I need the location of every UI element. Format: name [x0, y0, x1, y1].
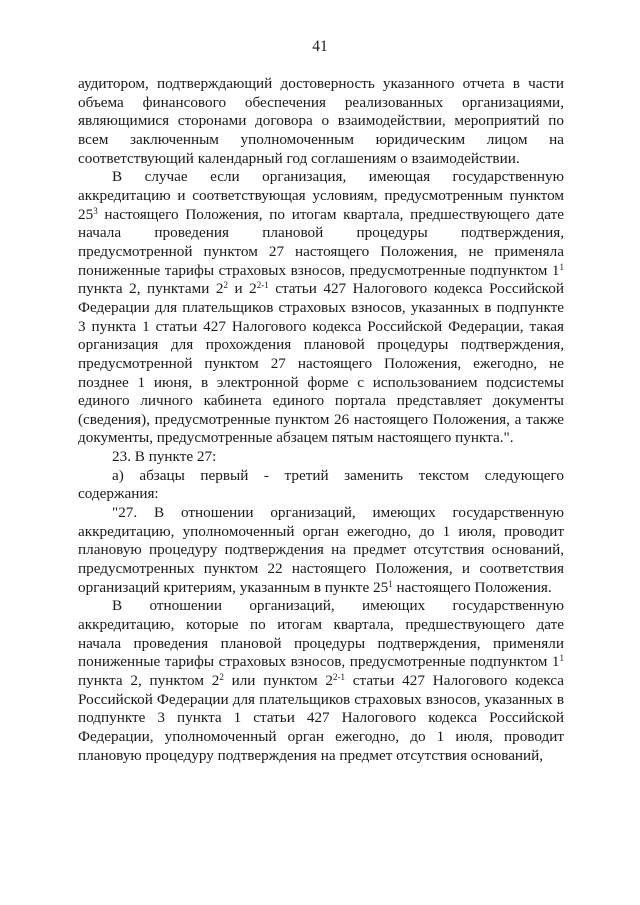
paragraph-p4	[78, 467, 564, 504]
paragraph-text: аудитором, подтверждающий достоверность указанного отчета в части объема финансового обеспечения реализованных организациями, являющимися сторонами договора о взаимодействии, мероприятий по всем заключенным уполномоченным юридическим лицом на соответствующий календарный год соглашениям о взаимодействии.	[78, 75, 564, 167]
paragraph-text: настоящего Положения.	[392, 578, 552, 596]
superscript-index: 1	[559, 261, 564, 272]
paragraph-text: и 2	[227, 280, 257, 298]
document-body	[78, 75, 564, 765]
paragraph-text: или пунктом 2	[223, 672, 333, 689]
paragraph-text: а) абзацы первый - третий заменить текстом следующего содержания:	[78, 466, 564, 503]
paragraph-text: В отношении организаций, имеющих государственную аккредитацию, которые по итогам квартала, предшествующего дате начала проведения плановой процедуры подтверждения, применяли пониженные тарифы страховых взносов, предусмотренные подпунктом 1	[78, 597, 564, 671]
superscript-index: 1	[559, 653, 564, 664]
paragraph-text: пункта 2, пунктами 2	[78, 280, 224, 298]
paragraph-p2	[78, 168, 564, 448]
superscript-index: 1	[388, 578, 393, 589]
paragraph-text: В случае если организация, имеющая государственную аккредитацию и соответствующая условиям, предусмотренным пунктом 25	[78, 168, 564, 223]
superscript-index: 3	[93, 205, 98, 216]
superscript-index: 2	[219, 672, 224, 682]
paragraph-text: 23. В пункте 27:	[112, 448, 217, 466]
superscript-index: 2-1	[256, 280, 269, 291]
page-number: 41	[312, 38, 328, 55]
paragraph-text: статьи 427 Налогового кодекса Российской Федерации для плательщиков страховых взносов, указанных в подпункте 3 пункта 1 статьи 427 Налогового кодекса Российской Федерации, такая организация для прохождения плановой процедуры подтверждения, предусмотренной пунктом 27 настоящего Положения, ежегодно, не позднее 1 июня, в электронной форме с использованием подсистемы единого личного кабинета единого портала представляет документы (сведения), предусмотренные пунктом 26 настоящего Положения, а также документы, предусмотренные абзацем пятым настоящего пункта.".	[78, 280, 564, 447]
paragraph-text: настоящего Положения, по итогам квартала, предшествующего дате начала проведения плановой процедуры подтверждения, предусмотренной пунктом 27 настоящего Положения, не применяла пониженные тарифы страховых взносов, предусмотренные подпунктом 1	[78, 205, 564, 279]
superscript-index: 2-1	[332, 672, 345, 682]
superscript-index: 2	[223, 280, 228, 291]
paragraph-text: статьи 427 Налогового кодекса Российской Федерации для плательщиков страховых взносов, указанных в подпункте 3 пункта 1 статьи 427 Налогового кодекса Российской Федерации, уполномоченный орган ежегодно, до 1 июля, проводит плановую процедуру подтверждения на предмет отсутствия оснований,	[78, 672, 564, 764]
paragraph-p3	[78, 448, 564, 467]
paragraph-p1	[78, 75, 564, 168]
paragraph-p6	[78, 597, 564, 765]
paragraph-text: пункта 2, пунктом 2	[78, 672, 220, 689]
paragraph-text: "27. В отношении организаций, имеющих государственную аккредитацию, уполномоченный орган ежегодно, до 1 июля, проводит плановую процедуру подтверждения на предмет отсутствия оснований, предусмотренных пунктом 22 настоящего Положения, и соответствия организаций критериям, указанным в пункте 25	[78, 504, 564, 596]
paragraph-p5	[78, 504, 564, 597]
